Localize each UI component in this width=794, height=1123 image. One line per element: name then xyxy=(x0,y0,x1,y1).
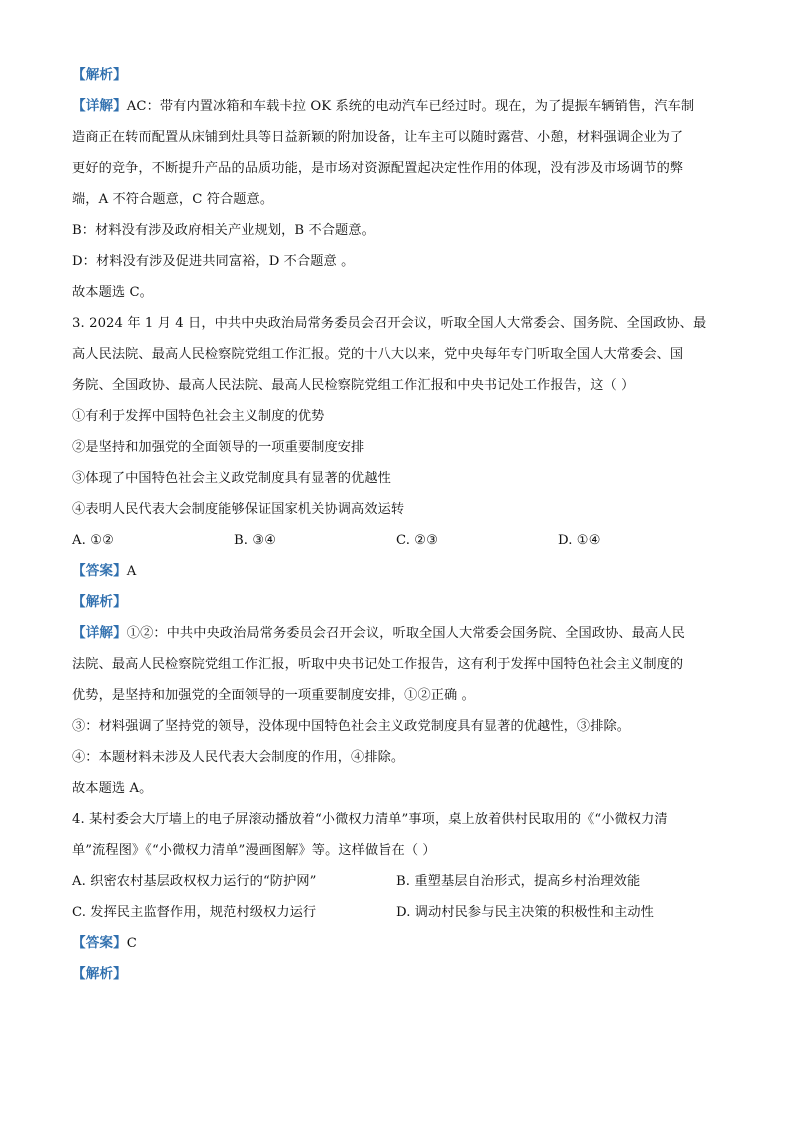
q4-options-row-1 xyxy=(72,866,728,897)
q4-option-b: B. 重塑基层自治形式，提高乡村治理效能 xyxy=(396,874,641,889)
q4-answer-value: C xyxy=(126,936,137,951)
q2-detail-line-4: 端，A 不符合题意，C 符合题意。 xyxy=(72,192,274,207)
q3-statement-1: ①有利于发挥中国特色社会主义制度的优势 xyxy=(72,409,325,424)
q3-statement-3: ③体现了中国特色社会主义政党制度具有显著的优越性 xyxy=(72,471,391,486)
q4-answer-tag: 【答案】 xyxy=(72,935,127,951)
q3-detail-line-2: 法院、最高人民检察院党组工作汇报，听取中央书记处工作报告，这有利于发挥中国特色社会主义制度的 xyxy=(72,657,684,672)
q3-options xyxy=(72,525,728,556)
exam-page xyxy=(72,60,728,990)
q2-option-b-analysis: B：材料没有涉及政府相关产业规划，B 不合题意。 xyxy=(72,223,375,238)
q3-statement-3-analysis: ③：材料强调了坚持党的领导，没体现中国特色社会主义政党制度具有显著的优越性，③排除。 xyxy=(72,719,631,734)
q3-answer xyxy=(72,556,728,587)
q2-detail-line-1: 【详解】AC：带有内置冰箱和车载卡拉 OK 系统的电动汽车已经过时。现在，为了提振车辆销售，汽车制 xyxy=(72,98,695,114)
q2-option-d-analysis: D：材料没有涉及促进共同富裕，D 不合题意 。 xyxy=(72,254,355,269)
q2-conclusion: 故本题选 C。 xyxy=(72,285,153,300)
q3-option-a: A. ①② xyxy=(72,533,115,548)
q4-answer xyxy=(72,928,728,959)
q2-detail-line-2: 造商正在转而配置从床铺到灶具等日益新颖的附加设备，让车主可以随时露营、小憩，材料强调企业为了 xyxy=(72,130,684,145)
q3-answer-value: A xyxy=(126,564,137,579)
q3-statement-2: ②是坚持和加强党的全面领导的一项重要制度安排 xyxy=(72,440,365,455)
q4-option-c: C. 发挥民主监督作用，规范村级权力运行 xyxy=(72,905,317,920)
q4-option-a: A. 织密农村基层政权权力运行的“防护网” xyxy=(72,874,317,889)
q3-statement-4: ④表明人民代表大会制度能够保证国家机关协调高效运转 xyxy=(72,502,405,517)
q3-option-b: B. ③④ xyxy=(234,533,277,548)
q2-detail-tag: 【详解】 xyxy=(72,98,127,114)
q3-statement-4-analysis: ④：本题材料未涉及人民代表大会制度的作用，④排除。 xyxy=(72,750,405,765)
q4-analysis-tag: 【解析】 xyxy=(72,966,127,982)
q3-conclusion: 故本题选 A。 xyxy=(72,781,153,796)
q3-detail-line-3: 优势，是坚持和加强党的全面领导的一项重要制度安排，①②正确 。 xyxy=(72,688,475,703)
q3-stem-line-3: 务院、全国政协、最高人民法院、最高人民检察院党组工作汇报和中央书记处工作报告，这（ ） xyxy=(72,378,635,393)
q3-answer-tag: 【答案】 xyxy=(72,563,127,579)
q2-analysis-tag: 【解析】 xyxy=(72,67,127,83)
q3-option-c: C. ②③ xyxy=(396,533,439,548)
q4-stem-line-2: 单”流程图》《“小微权力清单”漫画图解》等。这样做旨在（ ） xyxy=(72,843,436,858)
q3-option-d: D. ①④ xyxy=(558,533,601,548)
q3-stem-line-2: 高人民法院、最高人民检察院党组工作汇报。党的十八大以来，党中央每年专门听取全国人大常委会、国 xyxy=(72,347,684,362)
q3-detail-line-1: 【详解】①②：中共中央政治局常务委员会召开会议，听取全国人大常委会国务院、全国政协、最高人民 xyxy=(72,625,685,641)
q3-stem-line-1: 3. 2024 年 1 月 4 日，中共中央政治局常务委员会召开会议，听取全国人大常委会、国务院、全国政协、最 xyxy=(72,316,707,331)
q4-option-d: D. 调动村民参与民主决策的积极性和主动性 xyxy=(396,905,654,920)
q4-stem-line-1: 4. 某村委会大厅墙上的电子屏滚动播放着“小微权力清单”事项，桌上放着供村民取用的《“小微权力清 xyxy=(72,812,668,827)
q2-detail-line-3: 更好的竞争，不断提升产品的品质功能，是市场对资源配置起决定性作用的体现，没有涉及市场调节的弊 xyxy=(72,161,684,176)
q3-detail-tag: 【详解】 xyxy=(72,625,127,641)
q3-analysis-tag: 【解析】 xyxy=(72,594,127,610)
q4-options-row-2 xyxy=(72,897,728,928)
